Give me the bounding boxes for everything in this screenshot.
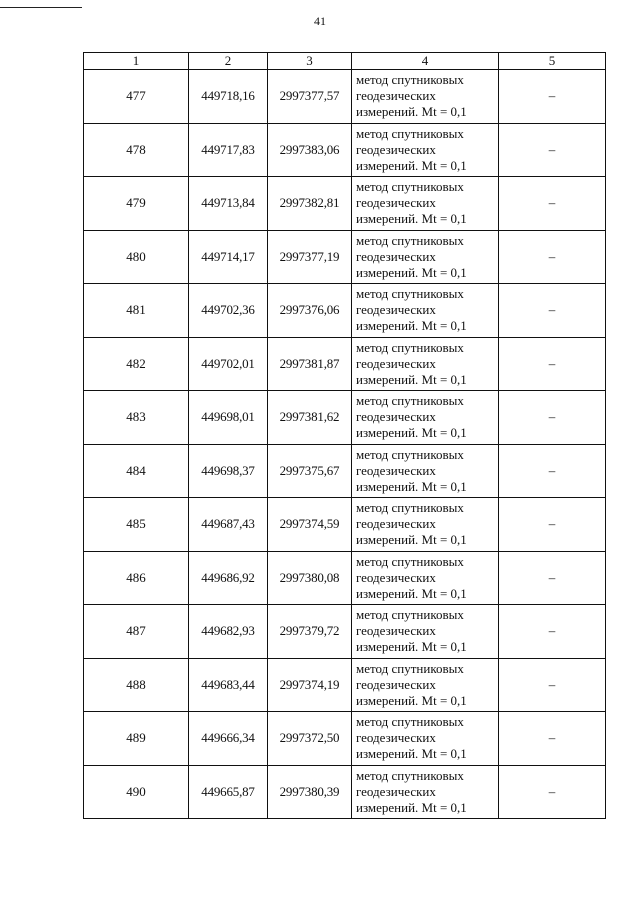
point-number-cell: 480 [84,230,189,284]
x-coordinate-cell: 449666,34 [189,712,268,766]
method-line-2: геодезических [356,409,436,425]
method-line-2: геодезических [356,462,436,478]
method-line-1: метод спутниковых [356,446,464,462]
method-line-1: метод спутниковых [356,553,464,569]
x-coordinate-cell: 449714,17 [189,230,268,284]
x-coordinate-cell: 449665,87 [189,765,268,819]
x-coordinate-cell: 449683,44 [189,658,268,712]
y-coordinate-cell: 2997377,19 [268,230,352,284]
method-line-3: измерений. Mt = 0,1 [356,692,467,708]
method-line-2: геодезических [356,623,436,639]
y-coordinate-cell: 2997383,06 [268,123,352,177]
x-coordinate-cell: 449686,92 [189,551,268,605]
table-body [84,70,606,819]
method-cell [352,284,499,338]
table-row [84,284,606,338]
point-number-cell: 481 [84,284,189,338]
note-cell: – [499,498,606,552]
method-line-1: метод спутниковых [356,500,464,516]
method-cell [352,444,499,498]
y-coordinate-cell: 2997379,72 [268,605,352,659]
method-cell [352,605,499,659]
method-line-3: измерений. Mt = 0,1 [356,532,467,548]
x-coordinate-cell: 449698,37 [189,444,268,498]
method-cell [352,123,499,177]
method-cell [352,177,499,231]
note-cell: – [499,70,606,124]
note-cell: – [499,444,606,498]
y-coordinate-cell: 2997382,81 [268,177,352,231]
table-row [84,230,606,284]
point-number-cell: 483 [84,391,189,445]
header-col-2: 2 [189,53,268,70]
point-number-cell: 477 [84,70,189,124]
x-coordinate-cell: 449717,83 [189,123,268,177]
point-number-cell: 482 [84,337,189,391]
point-number-cell: 486 [84,551,189,605]
note-cell: – [499,391,606,445]
note-cell: – [499,605,606,659]
point-number-cell: 489 [84,712,189,766]
method-line-3: измерений. Mt = 0,1 [356,585,467,601]
table-row [84,658,606,712]
method-cell [352,230,499,284]
y-coordinate-cell: 2997381,87 [268,337,352,391]
y-coordinate-cell: 2997380,08 [268,551,352,605]
method-cell [352,498,499,552]
header-col-3: 3 [268,53,352,70]
method-cell [352,391,499,445]
x-coordinate-cell: 449718,16 [189,70,268,124]
method-cell [352,765,499,819]
method-line-2: геодезических [356,676,436,692]
note-cell: – [499,337,606,391]
point-number-cell: 484 [84,444,189,498]
method-line-3: измерений. Mt = 0,1 [356,211,467,227]
method-line-3: измерений. Mt = 0,1 [356,104,467,120]
point-number-cell: 488 [84,658,189,712]
table-row [84,498,606,552]
method-line-2: геодезических [356,783,436,799]
method-line-2: геодезических [356,248,436,264]
method-line-3: измерений. Mt = 0,1 [356,799,467,815]
method-line-1: метод спутниковых [356,232,464,248]
table-row [84,337,606,391]
point-number-cell: 490 [84,765,189,819]
method-line-2: геодезических [356,516,436,532]
method-cell [352,551,499,605]
method-line-1: метод спутниковых [356,72,464,88]
point-number-cell: 479 [84,177,189,231]
note-cell: – [499,230,606,284]
header-col-5: 5 [499,53,606,70]
x-coordinate-cell: 449687,43 [189,498,268,552]
method-line-1: метод спутниковых [356,286,464,302]
table-row [84,444,606,498]
point-number-cell: 478 [84,123,189,177]
table-row [84,605,606,659]
table-header-row [84,53,606,70]
top-rule [0,7,82,8]
method-line-3: измерений. Mt = 0,1 [356,746,467,762]
note-cell: – [499,658,606,712]
method-line-1: метод спутниковых [356,767,464,783]
header-col-1: 1 [84,53,189,70]
method-cell [352,337,499,391]
method-cell [352,712,499,766]
header-col-4: 4 [352,53,499,70]
method-line-2: геодезических [356,302,436,318]
method-cell [352,658,499,712]
y-coordinate-cell: 2997372,50 [268,712,352,766]
method-line-2: геодезических [356,569,436,585]
note-cell: – [499,712,606,766]
method-line-3: измерений. Mt = 0,1 [356,157,467,173]
table-row [84,70,606,124]
table-row [84,391,606,445]
method-line-3: измерений. Mt = 0,1 [356,639,467,655]
point-number-cell: 485 [84,498,189,552]
y-coordinate-cell: 2997374,19 [268,658,352,712]
x-coordinate-cell: 449682,93 [189,605,268,659]
table-row [84,712,606,766]
method-line-1: метод спутниковых [356,393,464,409]
x-coordinate-cell: 449702,01 [189,337,268,391]
note-cell: – [499,284,606,338]
method-line-1: метод спутниковых [356,179,464,195]
point-number-cell: 487 [84,605,189,659]
method-line-3: измерений. Mt = 0,1 [356,478,467,494]
y-coordinate-cell: 2997376,06 [268,284,352,338]
y-coordinate-cell: 2997374,59 [268,498,352,552]
table-row [84,123,606,177]
y-coordinate-cell: 2997375,67 [268,444,352,498]
method-line-2: геодезических [356,730,436,746]
method-line-1: метод спутниковых [356,714,464,730]
coordinates-table [83,52,606,819]
method-line-2: геодезических [356,141,436,157]
table-row [84,177,606,231]
method-line-1: метод спутниковых [356,660,464,676]
y-coordinate-cell: 2997381,62 [268,391,352,445]
method-line-2: геодезических [356,355,436,371]
x-coordinate-cell: 449713,84 [189,177,268,231]
method-line-3: измерений. Mt = 0,1 [356,318,467,334]
table-row [84,551,606,605]
note-cell: – [499,551,606,605]
note-cell: – [499,177,606,231]
method-line-2: геодезических [356,195,436,211]
method-line-3: измерений. Mt = 0,1 [356,425,467,441]
y-coordinate-cell: 2997377,57 [268,70,352,124]
method-line-1: метод спутниковых [356,607,464,623]
method-line-1: метод спутниковых [356,339,464,355]
x-coordinate-cell: 449702,36 [189,284,268,338]
method-line-1: метод спутниковых [356,125,464,141]
x-coordinate-cell: 449698,01 [189,391,268,445]
table-row [84,765,606,819]
page-number: 41 [314,14,326,28]
note-cell: – [499,123,606,177]
y-coordinate-cell: 2997380,39 [268,765,352,819]
method-line-3: измерений. Mt = 0,1 [356,371,467,387]
method-line-3: измерений. Mt = 0,1 [356,264,467,280]
method-cell [352,70,499,124]
method-line-2: геодезических [356,88,436,104]
note-cell: – [499,765,606,819]
